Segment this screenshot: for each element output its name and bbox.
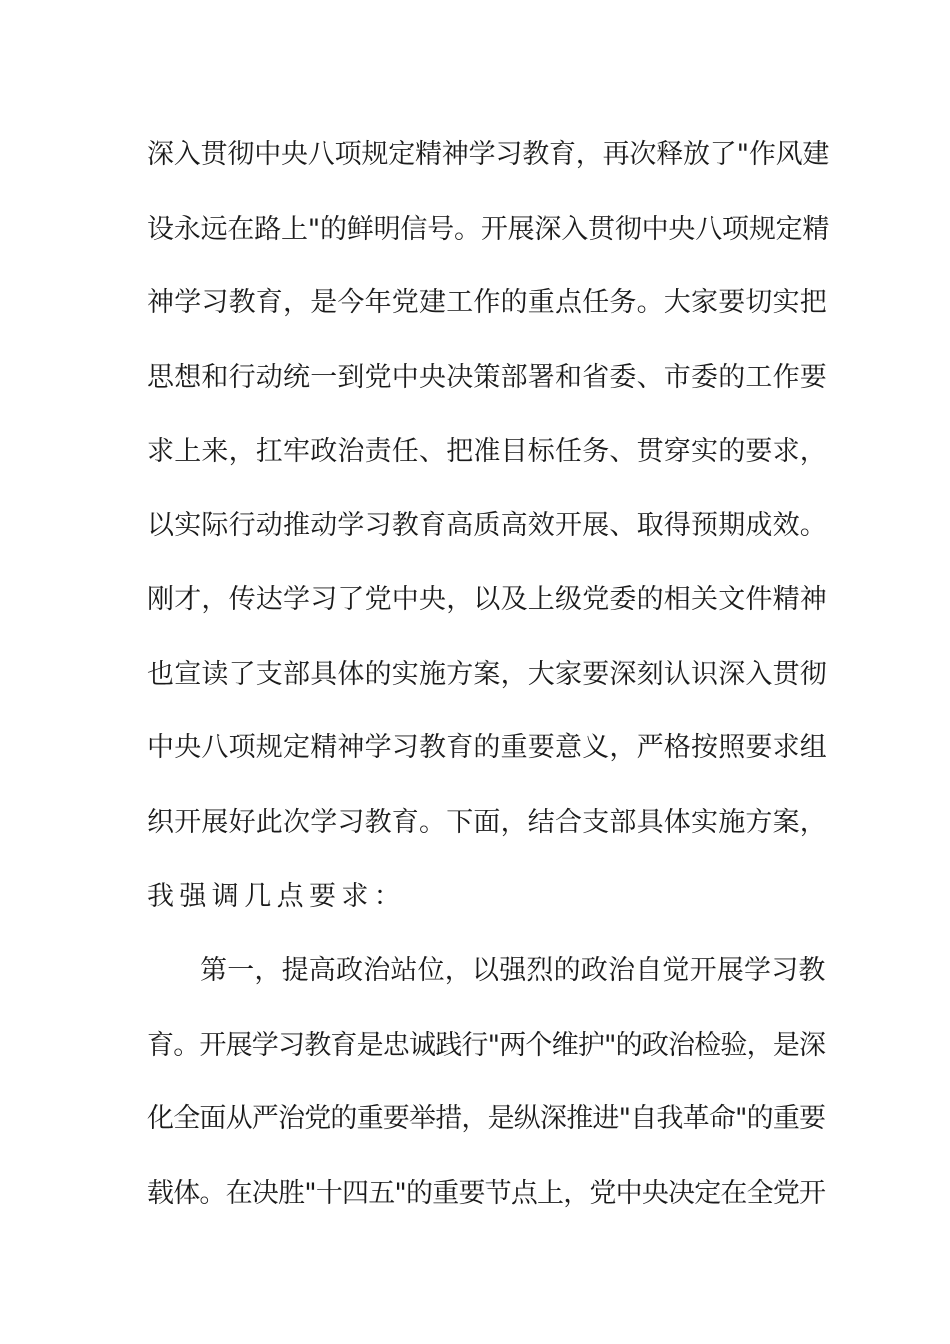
paragraph-first-line: 第一，提高政治站位，以强烈的政治自觉开展学习教 (200, 955, 826, 986)
text-line: 中央八项规定精神学习教育的重要意义，严格按照要求组 (147, 732, 827, 763)
text-line: 设永远在路上"的鲜明信号。开展深入贯彻中央八项规定精 (147, 214, 830, 245)
text-line: 化全面从严治党的重要举措，是纵深推进"自我革命"的重要 (147, 1103, 826, 1134)
text-line: 求上来，扛牢政治责任、把准目标任务、贯穿实的要求， (147, 436, 827, 467)
text-line: 育。开展学习教育是忠诚践行"两个维护"的政治检验，是深 (147, 1030, 826, 1061)
text-line: 织开展好此次学习教育。下面，结合支部具体实施方案， (147, 807, 827, 838)
text-line: 以实际行动推动学习教育高质高效开展、取得预期成效。 (147, 510, 827, 541)
text-line: 载体。在决胜"十四五"的重要节点上，党中央决定在全党开 (147, 1178, 826, 1209)
text-line: 深入贯彻中央八项规定精神学习教育，再次释放了"作风建 (147, 139, 830, 170)
text-line: 神学习教育，是今年党建工作的重点任务。大家要切实把 (147, 287, 827, 318)
text-line: 我强调几点要求： (147, 881, 407, 912)
text-line: 思想和行动统一到党中央决策部署和省委、市委的工作要 (147, 362, 827, 393)
text-line: 刚才，传达学习了党中央，以及上级党委的相关文件精神 (147, 584, 827, 615)
text-line: 也宣读了支部具体的实施方案，大家要深刻认识深入贯彻 (147, 659, 827, 690)
